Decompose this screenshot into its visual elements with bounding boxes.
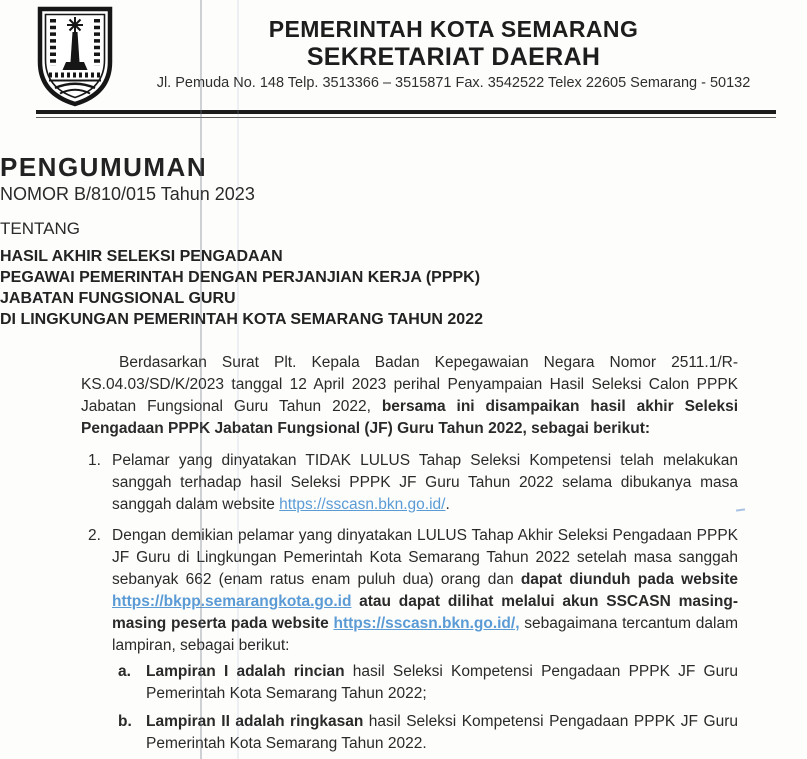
numbered-item-2 — [81, 525, 738, 755]
subject-line-1: HASIL AKHIR SELEKSI PENGADAAN — [0, 248, 283, 265]
sub-item-a — [118, 661, 738, 705]
semarang-city-emblem-icon — [33, 6, 117, 108]
text-segment: Lampiran I adalah rincian — [146, 663, 345, 680]
text-segment: bersama ini disampaikan hasil akhir Seleksi Pengadaan PPPK Jabatan Fungsional (JF) Guru Tahun 2022, sebagai berikut: — [81, 398, 739, 437]
text-segment: hasil Seleksi Kompetensi Pengadaan PPPK JF Guru Pemerintah Kota Semarang Tahun 2022; — [146, 663, 738, 702]
subject-line-3: JABATAN FUNGSIONAL GURU — [0, 290, 236, 307]
header-divider-thick — [36, 110, 776, 114]
document-body — [81, 352, 738, 759]
text-segment: Lampiran II adalah ringkasan — [146, 713, 364, 730]
scan-artifact-mark — [736, 508, 745, 511]
about-label: TENTANG — [0, 219, 80, 238]
document-number: NOMOR B/810/015 Tahun 2023 — [0, 184, 255, 204]
opening-paragraph — [81, 352, 738, 440]
text-segment: Berdasarkan Surat Plt. Kepala Badan Kepegawaian Negara Nomor 2511.1/R-KS.04.03/SD/K/2023 tanggal 12 April 2023 perihal Penyampaian Hasil Seleksi Calon PPPK Jabatan Fungsional Guru Tahun 2022, — [81, 354, 738, 415]
numbered-item-1 — [81, 450, 738, 516]
text-segment: hasil Seleksi Kompetensi Pengadaan PPPK JF Guru Pemerintah Kota Semarang Tahun 2022. — [146, 713, 738, 752]
text-segment: atau dapat dilihat melalui akun SSCASN masing-masing peserta pada website — [112, 593, 738, 632]
header-divider-thin — [36, 117, 776, 118]
subject-line-2: PEGAWAI PEMERINTAH DENGAN PERJANJIAN KERJA (PPPK) — [0, 269, 481, 286]
agency-name: PEMERINTAH KOTA SEMARANG — [268, 16, 639, 42]
text-segment: sebagaimana tercantum dalam lampiran, sebagai berikut: — [112, 615, 738, 654]
sub-item-text — [146, 711, 738, 755]
department-name: SEKRETARIAT DAERAH — [306, 43, 601, 72]
letterhead — [125, 16, 782, 91]
item-number: 1. — [88, 452, 101, 469]
sub-item-letter: a. — [118, 663, 131, 680]
hyperlink[interactable]: https://sscasn.bkn.go.id/ — [279, 496, 446, 513]
text-segment: Pelamar yang dinyatakan TIDAK LULUS Tahap Seleksi Kompetensi telah melakukan sanggah terhadap hasil Seleksi PPPK JF Guru Tahun 2022 selama dibukanya masa sanggah dalam website — [112, 452, 738, 513]
sub-item-letter: b. — [118, 713, 132, 730]
sub-item-text — [146, 661, 738, 705]
hyperlink[interactable]: https://bkpp.semarangkota.go.id — [112, 593, 352, 610]
text-segment: Dengan demikian pelamar yang dinyatakan LULUS Tahap Akhir Seleksi Pengadaan PPPK JF Guru di Lingkungan Pemerintah Kota Semarang Tahun 2022 setelah masa sanggah sebanyak 662 (enam ratus enam puluh dua) orang dan — [112, 527, 738, 588]
item-text — [112, 450, 738, 516]
item-text — [112, 525, 738, 755]
address-line: Jl. Pemuda No. 148 Telp. 3513366 – 3515871 Fax. 3542522 Telex 22605 Semarang - 50132 — [156, 75, 751, 92]
hyperlink[interactable]: https://sscasn.bkn.go.id/, — [333, 615, 520, 632]
item-number: 2. — [88, 527, 101, 544]
subject-block — [0, 246, 807, 330]
subject-line-4: DI LINGKUNGAN PEMERINTAH KOTA SEMARANG TAHUN 2022 — [0, 311, 483, 328]
text-segment: dapat diunduh pada website — [520, 571, 738, 588]
document-title: PENGUMUMAN — [0, 152, 208, 182]
text-segment: . — [445, 496, 450, 513]
sub-item-b — [118, 711, 738, 755]
item-2-paragraph — [112, 527, 738, 654]
